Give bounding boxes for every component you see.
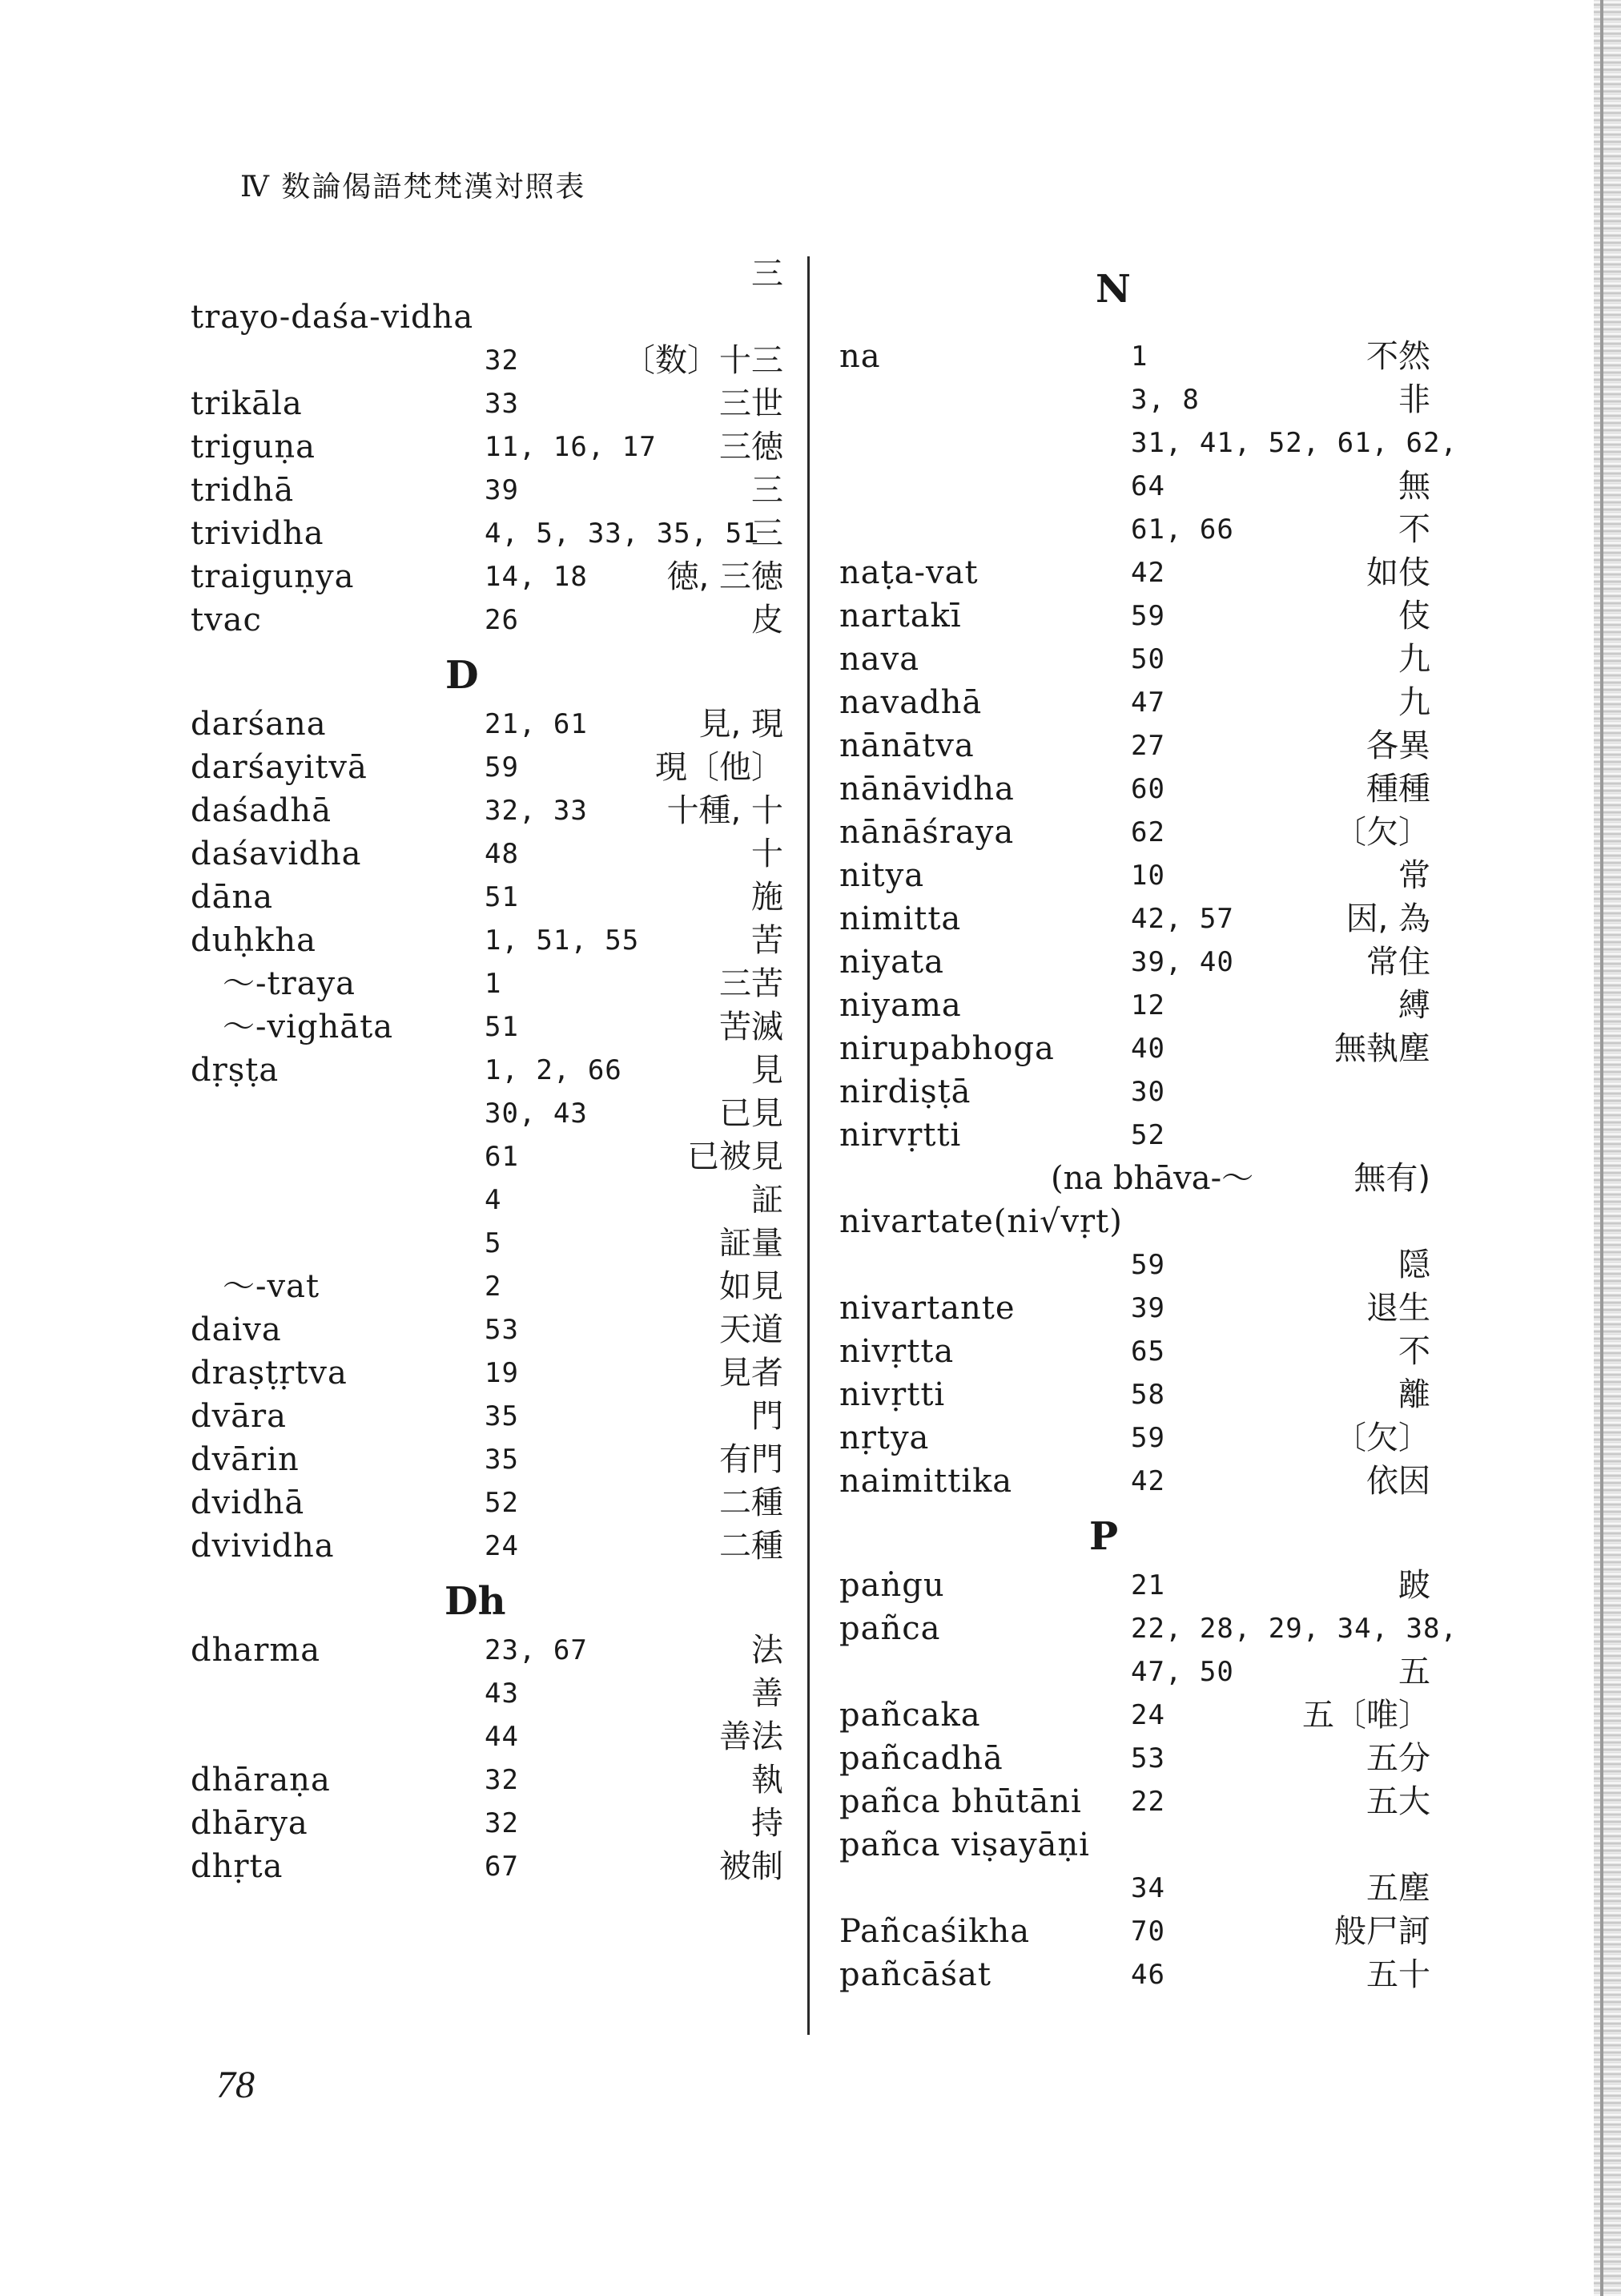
index-entry xyxy=(0,1481,801,1525)
index-entry xyxy=(801,1737,1621,1780)
entry-refs: 22, 28, 29, 34, 38, xyxy=(1131,1613,1458,1645)
entry-refs: 35 xyxy=(485,1444,519,1476)
index-entry xyxy=(0,832,801,876)
entry-refs: 26 xyxy=(485,604,519,636)
entry-term: pañca viṣayāṇi xyxy=(839,1827,1090,1863)
entry-gloss: 見 xyxy=(751,1052,783,1089)
index-entry xyxy=(801,897,1621,941)
entry-term: nimitta xyxy=(839,900,962,937)
entry-gloss: 伎 xyxy=(1398,598,1430,634)
entry-term: dṛṣṭa xyxy=(191,1052,280,1089)
index-entry xyxy=(0,1222,801,1265)
index-entry xyxy=(801,941,1621,984)
entry-refs: 30, 43 xyxy=(485,1098,588,1130)
index-entry xyxy=(801,1243,1621,1287)
index-entry xyxy=(0,1758,801,1802)
index-entry xyxy=(0,252,801,296)
entry-gloss: 有門 xyxy=(719,1441,783,1478)
entry-refs: 39, 40 xyxy=(1131,946,1234,978)
index-entry xyxy=(801,1910,1621,1953)
index-entry xyxy=(801,767,1621,811)
entry-gloss: 非 xyxy=(1398,381,1430,418)
entry-gloss: 不 xyxy=(1398,511,1430,548)
entry-refs: 42 xyxy=(1131,1465,1165,1497)
entry-term: tvac xyxy=(191,602,262,638)
entry-gloss: 五大 xyxy=(1366,1783,1430,1820)
entry-term: triguṇa xyxy=(191,429,316,465)
section-letter: D xyxy=(445,653,479,698)
entry-gloss: 九 xyxy=(1398,684,1430,721)
entry-gloss: 如伎 xyxy=(1366,554,1430,591)
entry-refs: 5 xyxy=(485,1227,502,1259)
entry-refs: 31, 41, 52, 61, 62, xyxy=(1131,427,1458,459)
entry-refs: 23, 67 xyxy=(485,1634,588,1666)
entry-gloss: 隠 xyxy=(1398,1247,1430,1283)
entry-gloss: 善 xyxy=(751,1675,783,1712)
entry-refs: 3, 8 xyxy=(1131,384,1200,416)
entry-refs: 32 xyxy=(485,1807,519,1839)
entry-term: daśavidha xyxy=(191,836,362,872)
entry-gloss: 縛 xyxy=(1398,987,1430,1024)
entry-gloss: 五塵 xyxy=(1366,1870,1430,1907)
index-entry xyxy=(0,962,801,1005)
entry-term: nṛtya xyxy=(839,1420,930,1456)
entry-refs: 1, 2, 66 xyxy=(485,1054,622,1086)
entry-gloss: 種種 xyxy=(1366,771,1430,808)
entry-gloss: 常住 xyxy=(1366,944,1430,981)
note-text: (na bhāva-～ xyxy=(1051,1160,1254,1197)
entry-refs: 70 xyxy=(1131,1915,1165,1948)
entry-gloss: 跛 xyxy=(1398,1567,1430,1604)
entry-refs: 59 xyxy=(1131,600,1165,632)
entry-term: naimittika xyxy=(839,1463,1013,1500)
entry-gloss: 見, 現 xyxy=(698,706,783,743)
index-entry xyxy=(0,919,801,962)
index-entry xyxy=(0,876,801,919)
entry-refs: 48 xyxy=(485,838,519,870)
index-entry xyxy=(801,1114,1621,1157)
entry-gloss: 離 xyxy=(1398,1376,1430,1413)
entry-term: darśayitvā xyxy=(191,749,368,786)
index-entry xyxy=(801,1416,1621,1460)
entry-gloss: 苦滅 xyxy=(719,1009,783,1045)
index-entry xyxy=(801,1780,1621,1823)
index-entry xyxy=(801,1694,1621,1737)
entry-refs: 27 xyxy=(1131,730,1165,762)
index-entry xyxy=(801,551,1621,594)
entry-refs: 34 xyxy=(1131,1872,1165,1904)
index-entry xyxy=(0,1178,801,1222)
index-entry xyxy=(0,1629,801,1672)
entry-refs: 42, 57 xyxy=(1131,903,1234,935)
entry-gloss: 無 xyxy=(1398,468,1430,505)
entry-refs: 24 xyxy=(1131,1699,1165,1731)
entry-gloss: 〔数〕十三 xyxy=(623,342,783,379)
entry-term: dvidhā xyxy=(191,1484,305,1521)
entry-gloss: 被制 xyxy=(719,1848,783,1885)
section-letter: P xyxy=(1089,1514,1119,1559)
entry-refs: 47, 50 xyxy=(1131,1656,1234,1688)
entry-gloss: 証量 xyxy=(719,1225,783,1262)
entry-refs: 32 xyxy=(485,1764,519,1796)
entry-gloss: 三苦 xyxy=(719,965,783,1002)
entry-term: pañcāśat xyxy=(839,1956,992,1993)
entry-refs: 47 xyxy=(1131,687,1165,719)
entry-gloss: 因, 為 xyxy=(1345,900,1430,937)
index-entry xyxy=(0,1049,801,1092)
entry-term: nirupabhoga xyxy=(839,1030,1055,1067)
index-entry xyxy=(801,1070,1621,1114)
index-entry xyxy=(801,1867,1621,1910)
section-letter: Dh xyxy=(444,1579,506,1624)
entry-term: pañcadhā xyxy=(839,1740,1004,1777)
entry-term: trividha xyxy=(191,515,324,552)
entry-term: dvividha xyxy=(191,1528,335,1565)
index-entry xyxy=(0,425,801,469)
entry-term: trayo-daśa-vidha xyxy=(191,299,474,336)
entry-term: niyata xyxy=(839,944,944,981)
entry-term: pañcaka xyxy=(839,1697,981,1734)
entry-refs: 12 xyxy=(1131,989,1165,1021)
index-entry xyxy=(0,746,801,789)
index-entry xyxy=(801,1607,1621,1650)
index-entry xyxy=(801,335,1621,378)
index-entry xyxy=(0,1845,801,1888)
entry-gloss: 法 xyxy=(751,1632,783,1669)
entry-refs: 51 xyxy=(485,881,519,913)
entry-gloss: 已見 xyxy=(719,1095,783,1132)
entry-term: Pañcaśikha xyxy=(839,1913,1031,1950)
entry-refs: 24 xyxy=(485,1530,519,1562)
entry-refs: 46 xyxy=(1131,1959,1165,1991)
entry-gloss: 無執塵 xyxy=(1334,1030,1430,1067)
index-entry xyxy=(801,378,1621,421)
entry-gloss: 三 xyxy=(751,515,783,552)
entry-refs: 2 xyxy=(485,1271,502,1303)
entry-refs: 4, 5, 33, 35, 51 xyxy=(485,518,760,550)
entry-refs: 21 xyxy=(1131,1569,1165,1601)
running-header: Ⅳ 数論偈語梵梵漢対照表 xyxy=(240,171,586,203)
index-entry xyxy=(801,984,1621,1027)
entry-gloss: 常 xyxy=(1398,857,1430,894)
entry-term: nivṛtta xyxy=(839,1333,955,1370)
entry-term: navadhā xyxy=(839,684,983,721)
index-entry xyxy=(801,1330,1621,1373)
entry-refs: 62 xyxy=(1131,816,1165,848)
entry-refs: 64 xyxy=(1131,470,1165,502)
index-entry xyxy=(801,1200,1621,1243)
entry-gloss: 各異 xyxy=(1366,727,1430,764)
entry-term: ～-vighāta xyxy=(223,1009,394,1045)
entry-refs: 59 xyxy=(1131,1422,1165,1454)
entry-gloss: 〔欠〕 xyxy=(1334,814,1430,851)
entry-refs: 50 xyxy=(1131,643,1165,675)
index-entry xyxy=(0,1715,801,1758)
entry-gloss: 見者 xyxy=(719,1355,783,1392)
entry-term: nirdiṣṭā xyxy=(839,1073,971,1110)
index-entry xyxy=(0,1802,801,1845)
index-entry xyxy=(801,1650,1621,1694)
index-entry xyxy=(0,1395,801,1438)
index-entry xyxy=(801,465,1621,508)
entry-refs: 10 xyxy=(1131,860,1165,892)
entry-refs: 67 xyxy=(485,1851,519,1883)
entry-term: duḥkha xyxy=(191,922,316,959)
index-entry xyxy=(801,1373,1621,1416)
index-entry xyxy=(801,1287,1621,1330)
entry-refs: 32, 33 xyxy=(485,795,588,827)
entry-refs: 53 xyxy=(1131,1742,1165,1774)
entry-gloss: 持 xyxy=(751,1805,783,1842)
index-entry xyxy=(0,469,801,512)
index-note xyxy=(801,1157,1621,1200)
entry-term: dhāraṇa xyxy=(191,1762,331,1799)
index-entry xyxy=(801,1953,1621,1996)
entry-refs: 1 xyxy=(485,968,502,1000)
index-entry xyxy=(0,1525,801,1568)
entry-gloss: 二種 xyxy=(719,1484,783,1521)
entry-refs: 11, 16, 17 xyxy=(485,431,657,463)
entry-term: dhṛta xyxy=(191,1848,284,1885)
index-entry xyxy=(801,1460,1621,1503)
index-entry xyxy=(801,681,1621,724)
entry-term: dvārin xyxy=(191,1441,300,1478)
entry-gloss: 証 xyxy=(751,1182,783,1218)
entry-refs: 1 xyxy=(1131,340,1148,373)
index-entry xyxy=(801,724,1621,767)
entry-refs: 19 xyxy=(485,1357,519,1389)
entry-term: naṭa-vat xyxy=(839,554,979,591)
entry-refs: 51 xyxy=(485,1011,519,1043)
index-entry xyxy=(801,811,1621,854)
entry-term: ～-traya xyxy=(223,965,356,1002)
entry-gloss: 皮 xyxy=(751,602,783,638)
index-entry xyxy=(0,1351,801,1395)
entry-term: nivṛtti xyxy=(839,1376,946,1413)
entry-gloss: 般尸訶 xyxy=(1334,1913,1430,1950)
entry-refs: 4 xyxy=(485,1184,502,1216)
entry-term: dharma xyxy=(191,1632,321,1669)
entry-term: nānāvidha xyxy=(839,771,1015,808)
entry-term: dāna xyxy=(191,879,274,916)
entry-gloss: 十 xyxy=(751,836,783,872)
entry-refs: 21, 61 xyxy=(485,708,588,740)
entry-refs: 35 xyxy=(485,1400,519,1432)
index-entry xyxy=(801,1027,1621,1070)
entry-gloss: 十種, 十 xyxy=(666,792,783,829)
index-entry xyxy=(0,703,801,746)
entry-term: tridhā xyxy=(191,472,295,509)
entry-refs: 59 xyxy=(485,751,519,783)
entry-gloss: 三徳 xyxy=(719,429,783,465)
index-entry xyxy=(0,555,801,598)
entry-refs: 60 xyxy=(1131,773,1165,805)
entry-term: nartakī xyxy=(839,598,962,634)
index-entry xyxy=(0,1135,801,1178)
entry-refs: 61 xyxy=(485,1141,519,1173)
index-entry xyxy=(0,296,801,339)
entry-term: nānātva xyxy=(839,727,975,764)
index-entry xyxy=(0,1438,801,1481)
index-entry xyxy=(0,512,801,555)
entry-term: pañca bhūtāni xyxy=(839,1783,1082,1820)
page-number: 78 xyxy=(216,2064,255,2106)
note-gloss: 無有) xyxy=(1354,1160,1430,1197)
entry-term: ～-vat xyxy=(223,1268,320,1305)
entry-refs: 61, 66 xyxy=(1131,514,1234,546)
entry-refs: 39 xyxy=(1131,1292,1165,1324)
entry-gloss: 退生 xyxy=(1366,1290,1430,1327)
index-entry xyxy=(0,789,801,832)
entry-term: dvāra xyxy=(191,1398,288,1435)
entry-refs: 40 xyxy=(1131,1033,1165,1065)
index-entry xyxy=(801,854,1621,897)
index-entry xyxy=(0,382,801,425)
entry-term: darśana xyxy=(191,706,327,743)
entry-gloss: 不然 xyxy=(1366,338,1430,375)
index-entry xyxy=(801,638,1621,681)
entry-refs: 43 xyxy=(485,1678,519,1710)
entry-term: trikāla xyxy=(191,385,303,422)
entry-term: nānāśraya xyxy=(839,814,1015,851)
index-entry xyxy=(801,1823,1621,1867)
entry-refs: 52 xyxy=(485,1487,519,1519)
index-entry xyxy=(0,339,801,382)
entry-term: draṣṭṛtva xyxy=(191,1355,348,1392)
entry-gloss: 〔欠〕 xyxy=(1334,1420,1430,1456)
entry-gloss: 門 xyxy=(751,1398,783,1435)
index-entry xyxy=(0,598,801,642)
entry-refs: 1, 51, 55 xyxy=(485,924,640,957)
entry-term: nivartante xyxy=(839,1290,1016,1327)
entry-gloss: 執 xyxy=(751,1762,783,1799)
entry-gloss: 善法 xyxy=(719,1718,783,1755)
index-entry xyxy=(0,1092,801,1135)
entry-term: nirvṛtti xyxy=(839,1117,962,1154)
entry-gloss: 九 xyxy=(1398,641,1430,678)
entry-gloss: 徳, 三徳 xyxy=(666,558,783,595)
index-entry xyxy=(801,594,1621,638)
index-entry xyxy=(0,1672,801,1715)
entry-gloss: 依因 xyxy=(1366,1463,1430,1500)
entry-refs: 65 xyxy=(1131,1335,1165,1368)
entry-term: nava xyxy=(839,641,920,678)
entry-term: daiva xyxy=(191,1311,282,1348)
entry-gloss: 現〔他〕 xyxy=(655,749,783,786)
entry-gloss: 五分 xyxy=(1366,1740,1430,1777)
index-entry xyxy=(0,1005,801,1049)
entry-refs: 44 xyxy=(485,1721,519,1753)
entry-refs: 30 xyxy=(1131,1076,1165,1108)
entry-gloss: 天道 xyxy=(719,1311,783,1348)
entry-term: nivartate(ni√vṛt) xyxy=(839,1203,1123,1240)
entry-refs: 53 xyxy=(485,1314,519,1346)
entry-refs: 52 xyxy=(1131,1119,1165,1151)
entry-refs: 22 xyxy=(1131,1786,1165,1818)
entry-gloss: 已被見 xyxy=(687,1138,783,1175)
entry-term: paṅgu xyxy=(839,1567,945,1604)
entry-term: daśadhā xyxy=(191,792,332,829)
index-entry xyxy=(801,421,1621,465)
entry-gloss: 三世 xyxy=(719,385,783,422)
section-letter: N xyxy=(1096,267,1131,312)
entry-term: nitya xyxy=(839,857,925,894)
entry-gloss: 施 xyxy=(751,879,783,916)
entry-term: niyama xyxy=(839,987,962,1024)
entry-refs: 33 xyxy=(485,388,519,420)
entry-refs: 42 xyxy=(1131,557,1165,589)
entry-gloss: 二種 xyxy=(719,1528,783,1565)
entry-gloss: 五 xyxy=(1398,1654,1430,1690)
index-entry xyxy=(801,1564,1621,1607)
entry-gloss: 五〔唯〕 xyxy=(1302,1697,1430,1734)
entry-refs: 14, 18 xyxy=(485,561,588,593)
index-entry xyxy=(0,1308,801,1351)
entry-term: traiguṇya xyxy=(191,558,355,595)
entry-refs: 32 xyxy=(485,344,519,377)
entry-gloss: 如見 xyxy=(719,1268,783,1305)
index-entry xyxy=(0,1265,801,1308)
entry-gloss: 三 xyxy=(751,472,783,509)
index-entry xyxy=(801,508,1621,551)
entry-gloss: 苦 xyxy=(751,922,783,959)
entry-term: na xyxy=(839,338,881,375)
entry-refs: 59 xyxy=(1131,1249,1165,1281)
entry-term: dhārya xyxy=(191,1805,308,1842)
entry-term: pañca xyxy=(839,1610,941,1647)
entry-gloss: 五十 xyxy=(1366,1956,1430,1993)
entry-gloss: 不 xyxy=(1398,1333,1430,1370)
entry-refs: 58 xyxy=(1131,1379,1165,1411)
entry-refs: 39 xyxy=(485,474,519,506)
entry-gloss: 三 xyxy=(751,256,783,292)
